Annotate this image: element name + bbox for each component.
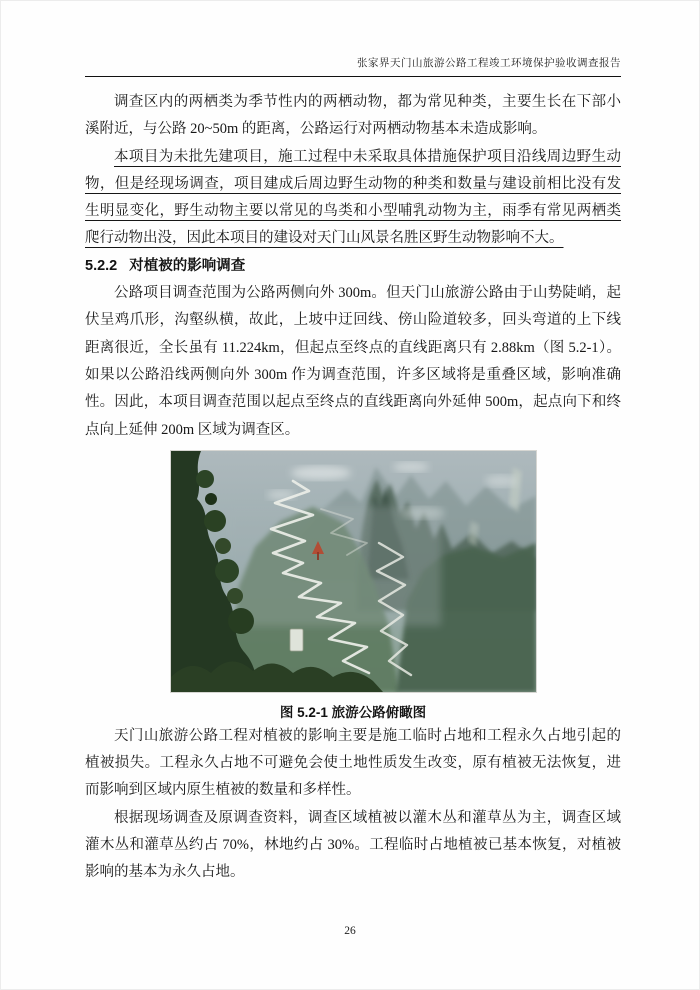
photo-mist-cloud xyxy=(393,462,429,472)
paragraph-wildlife-underlined: 本项目为未批先建项目，施工过程中未采取具体措施保护项目沿线周边野生动物，但是经现场调查，项目建成后周边野生动物的种类和数量与建设前相比没有发生明显变化，野生动物主要以常见的鸟类和小型哺乳动物为主，雨季有常见两栖类爬行动物出没，因此本项目的建设对天门山风景名胜区野生动物影响不大。 xyxy=(85,148,621,247)
photo-building xyxy=(290,629,303,651)
paragraph-vegetation-types: 根据现场调查及原调查资料，调查区域植被以灌木丛和灌草丛为主，调查区域灌木丛和灌草丛约占 70%，林地约占 30%。工程临时占地植被已基本恢复，对植被影响的基本为永久占地。 xyxy=(85,809,621,881)
photo-canopy xyxy=(215,538,231,554)
photo-canopy xyxy=(205,493,217,505)
page-number: 26 xyxy=(344,925,356,937)
section-heading-522 xyxy=(85,253,621,280)
figure-photo-frame xyxy=(170,450,537,693)
running-header: 张家界天门山旅游公路工程竣工环境保护验收调查报告 xyxy=(85,55,621,77)
paragraph-amphibians: 调查区内的两栖类为季节性内的两栖动物，都为常见种类，主要生长在下部小溪附近，与公路 20~50m 的距离，公路运行对两栖动物基本未造成影响。 xyxy=(85,94,621,138)
photo-mist-cloud xyxy=(291,466,351,480)
page-body xyxy=(85,89,621,887)
photo-canopy xyxy=(227,588,243,604)
figure-block xyxy=(85,450,621,723)
paragraph-survey-scope: 公路项目调查范围为公路两侧向外 300m。但天门山旅游公路由于山势陡峭，起伏呈鸡爪形，沟壑纵横，故此，上坡中迂回线、傍山险道较多，回头弯道的上下线距离很近，全长虽有 11.224km，但起点至终点的直线距离只有 2.88km（图 5.2-1）。如果以公路沿线两侧向外 300m 作为调查范围，许多区域将是重叠区域，影响准确性。因此，本项目调查范围以起点至终点的直线距离向外延伸 500m，起点向下和终点向上延伸 200m 区域为调查区。 xyxy=(85,285,621,438)
figure-photo xyxy=(171,451,536,692)
photo-canopy xyxy=(228,608,254,634)
section-number: 5.2.2 xyxy=(85,257,118,274)
figure-caption: 图 5.2-1 旅游公路俯瞰图 xyxy=(279,704,427,720)
photo-canopy xyxy=(196,470,214,488)
section-title: 对植被的影响调查 xyxy=(129,257,246,274)
photo-canopy xyxy=(215,559,239,583)
photo-mist-cloud xyxy=(485,475,517,487)
photo-canopy xyxy=(204,510,226,532)
photo-mist-cloud xyxy=(401,507,445,519)
photo-mist-cloud xyxy=(267,490,295,500)
photo-red-marker-stem xyxy=(317,552,319,560)
paragraph-vegetation-impact: 天门山旅游公路工程对植被的影响主要是施工临时占地和工程永久占地引起的植被损失。工程永久占地不可避免会使土地性质发生改变，原有植被无法恢复，进而影响到区域内原生植被的数量和多样性。 xyxy=(85,727,621,799)
